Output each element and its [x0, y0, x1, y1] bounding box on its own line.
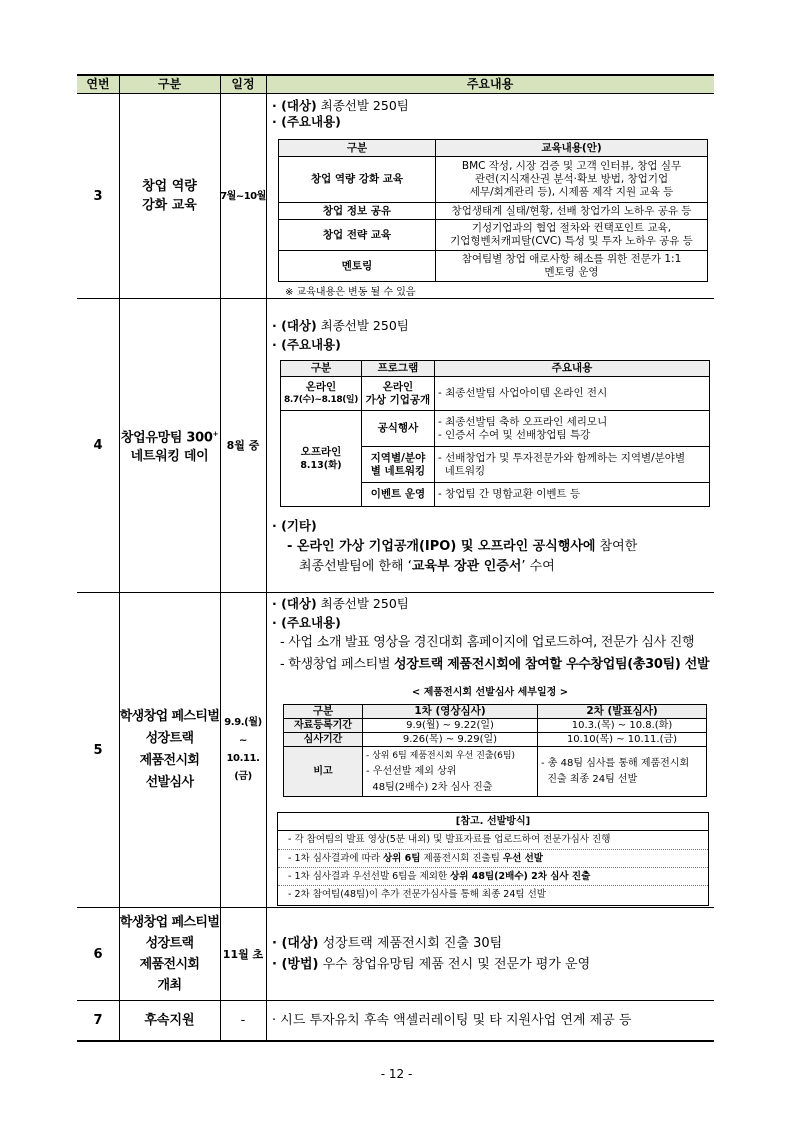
row4-off-program1: 공식행사 [361, 411, 434, 447]
row5-category-line3: 제품전시회 [139, 753, 200, 768]
row4-offline-label: 오프라인 8.13(화) [281, 411, 362, 507]
row3-edu-k2: 창업 정보 공유 [279, 203, 436, 220]
row4-category-line2: 네트워킹 데이 [130, 449, 209, 465]
row5-upload-first: 9.9(월) ~ 9.22(일) [363, 719, 538, 733]
row5-ref-line2: - 1차 심사결과에 따라 상위 6팀 제품전시회 진출팀 우선 선발 [278, 849, 708, 867]
row5-schedule-sep: ~ [239, 735, 247, 746]
row5-th-second: 2차 (발표심사) [538, 705, 707, 719]
row5-remark-second: - 총 48팀 심사를 통해 제품전시회 진출 최종 24팀 선발 [538, 747, 707, 797]
row5-category-line1: 학생창업 페스티벌 [119, 709, 220, 724]
page-number: - 12 - [380, 1067, 413, 1081]
row6-category-line3: 제품전시회 [139, 957, 200, 972]
row5-target-text: 최종선발 250팀 [316, 596, 409, 611]
row4-etc-line1-bold: - 온라인 가상 기업공개(IPO) 및 오프라인 공식행사에 [287, 539, 596, 554]
row5-category [119, 593, 220, 907]
row5-schedule [220, 593, 266, 907]
row4-th-content: 주요내용 [434, 361, 709, 377]
row5-review-first: 9.26(목) ~ 9.29(일) [363, 733, 538, 747]
row4-schedule: 8월 중 [226, 439, 260, 452]
row6-target: · (대상) 성장트랙 제품전시회 진출 30팀 [272, 936, 503, 951]
row4-off-program2: 지역별/분야 별 네트워킹 [361, 447, 434, 483]
row5-upload-second: 10.3.(목) ~ 10.8.(화) [538, 719, 707, 733]
row3-th-content: 교육내용(안) [436, 140, 708, 157]
row4-main [272, 335, 341, 355]
header-category: 구분 [157, 77, 182, 91]
row5-th-first: 1차 (영상심사) [363, 705, 538, 719]
row7-category: 후속지원 [144, 1013, 195, 1028]
row5-reference-box [277, 812, 709, 906]
row3-edu-v3: 기성기업과의 협업 절차와 컨택포인트 교육, 기업형벤처캐피탈(CVC) 특성 및 투자 노하우 공유 등 [436, 220, 708, 251]
row3-edu-k1: 창업 역량 강화 교육 [279, 157, 436, 203]
row6-category-line2: 성장트랙 [145, 936, 194, 951]
header-no: 연번 [86, 77, 110, 91]
row5-no: 5 [93, 742, 103, 758]
row6-no: 6 [93, 946, 103, 962]
row5-bullet1: - 사업 소개 발표 영상을 경진대회 홈페이지에 업로드하여, 전문가 심사 진행 [280, 635, 695, 650]
row4-target-text: 최종선발 250팀 [316, 318, 409, 333]
row3-category [119, 94, 220, 298]
row5-bullet2: - 학생창업 페스티벌 성장트랙 제품전시회에 참여할 우수창업팀(총30팀) 선발 [280, 657, 710, 672]
row4-etc-line2: 최종선발팀에 한해 ‘교육부 장관 인증서’ 수여 [299, 559, 555, 574]
row5-k-review: 심사기간 [284, 733, 363, 747]
rule-top [77, 74, 714, 76]
row5-ref-line1: - 각 참여팀의 발표 영상(5분 내외) 및 발표자료를 업로드하여 전문가심사 진행 [288, 834, 611, 845]
row3-no: 3 [93, 188, 103, 204]
row4-category-line1: 창업유망팀 300+ [120, 429, 219, 446]
row4-off-program3: 이벤트 운영 [361, 483, 434, 507]
row3-target-text: 최종선발 250팀 [316, 98, 409, 113]
row3-edu-table [278, 139, 708, 282]
row5-schedule-table [283, 704, 707, 797]
row4-online-program: 온라인 가상 기업공개 [361, 377, 434, 411]
row4-main-head: · (주요내용) [272, 337, 341, 352]
col-rule-3 [266, 75, 267, 1040]
row5-k-upload: 자료등록기간 [284, 719, 363, 733]
row3-edu-k3: 창업 전략 교육 [279, 220, 436, 251]
row5-category-line4: 선발심사 [145, 775, 194, 790]
row5-category-line2: 성장트랙 [145, 731, 194, 746]
row5-review-second: 10.10(목) ~ 10.11.(금) [538, 733, 707, 747]
row4-th-category: 구분 [281, 361, 362, 377]
row4-etc-head: · (기타) [272, 518, 317, 533]
row4-program-table [280, 360, 710, 507]
row7-content: · 시드 투자유치 후속 액셀러레이팅 및 타 지원사업 연계 제공 등 [272, 1013, 632, 1028]
row5-th-category: 구분 [284, 705, 363, 719]
row4-category [119, 299, 220, 592]
row4-off-content3: - 창업팀 간 명함교환 이벤트 등 [434, 483, 709, 507]
row5-schedule-start: 9.9.(월) [224, 717, 262, 728]
row4-etc-line1-rest: 참여한 [595, 539, 638, 554]
row3-edu-v2: 창업생태계 실태/현황, 선배 창업가의 노하우 공유 등 [436, 203, 708, 220]
row5-ref-title: [참고. 선발방식] [278, 813, 708, 831]
row6-category-line1: 학생창업 페스티벌 [119, 915, 220, 930]
header-content: 주요내용 [466, 77, 514, 91]
row3-main-head: · (주요내용) [272, 114, 341, 129]
row4-target [272, 316, 409, 336]
row5-main-head: · (주요내용) [272, 615, 341, 630]
row4-th-program: 프로그램 [361, 361, 434, 377]
row5-k-remark: 비고 [284, 747, 363, 797]
row6-schedule: 11월 초 [222, 947, 264, 961]
row5-ref-line4: - 2차 참여팀(48팀)이 추가 전문가심사를 통해 최종 24팀 선발 [278, 885, 708, 903]
row3-category-line1: 창업 역량 [142, 179, 197, 194]
header-schedule: 일정 [231, 77, 255, 91]
row3-schedule: 7월~10월 [220, 190, 266, 202]
row6-category [119, 908, 220, 1000]
row5-schedule-end: 10.11.(금) [226, 753, 260, 782]
row5-remark-first: - 상위 6팀 제품전시회 우선 진출(6팀) - 우선선발 제외 상위 48팀(2배수) 2차 심사 진출 [363, 747, 538, 797]
row3-category-line2: 강화 교육 [142, 198, 197, 213]
rule-bottom [77, 1040, 714, 1042]
row3-target-head: · (대상) [272, 98, 317, 113]
row5-table-title: < 제품전시회 선발심사 세부일정 > [411, 687, 569, 698]
row6-category-line4: 개최 [157, 978, 182, 993]
row7-schedule: - [240, 1013, 246, 1028]
row6-method: · (방법) 우수 창업유망팀 제품 전시 및 전문가 평가 운영 [272, 957, 591, 972]
row3-th-category: 구분 [279, 140, 436, 157]
row3-note: ※ 교육내용은 변동 될 수 있음 [285, 287, 416, 298]
row3-edu-v1: BMC 작성, 시장 검증 및 고객 인터뷰, 창업 실무 관련(지식재산권 분석·확보 방법, 창업기업 세무/회계관리 등), 시제품 제작 지원 교육 등 [436, 157, 708, 203]
row5-target-head: · (대상) [272, 596, 317, 611]
row4-target-head: · (대상) [272, 318, 317, 333]
row3-main [272, 112, 341, 132]
row4-no: 4 [93, 438, 103, 453]
row4-etc-line1 [287, 536, 637, 558]
row3-edu-k4: 멘토링 [279, 251, 436, 282]
row5-ref-line3: - 1차 심사결과 우선선발 6팀을 제외한 상위 48팀(2배수) 2차 심사 진출 [278, 867, 708, 885]
row5-main [272, 613, 341, 633]
row4-online-label: 온라인 8.7(수)~8.18(일) [281, 377, 362, 411]
row3-edu-v4: 참여팀별 창업 애로사항 해소를 위한 전문가 1:1 멘토링 운영 [436, 251, 708, 282]
row4-off-content1: - 최종선발팀 축하 오프라인 세리모니 - 인증서 수여 및 선배창업팀 특강 [434, 411, 709, 447]
row4-online-content: - 최종선발팀 사업아이템 온라인 전시 [434, 377, 709, 411]
row4-off-content2: - 선배창업가 및 투자전문가와 함께하는 지역별/분야별 네트워킹 [434, 447, 709, 483]
row5-target [272, 594, 409, 614]
row7-no: 7 [93, 1013, 103, 1028]
